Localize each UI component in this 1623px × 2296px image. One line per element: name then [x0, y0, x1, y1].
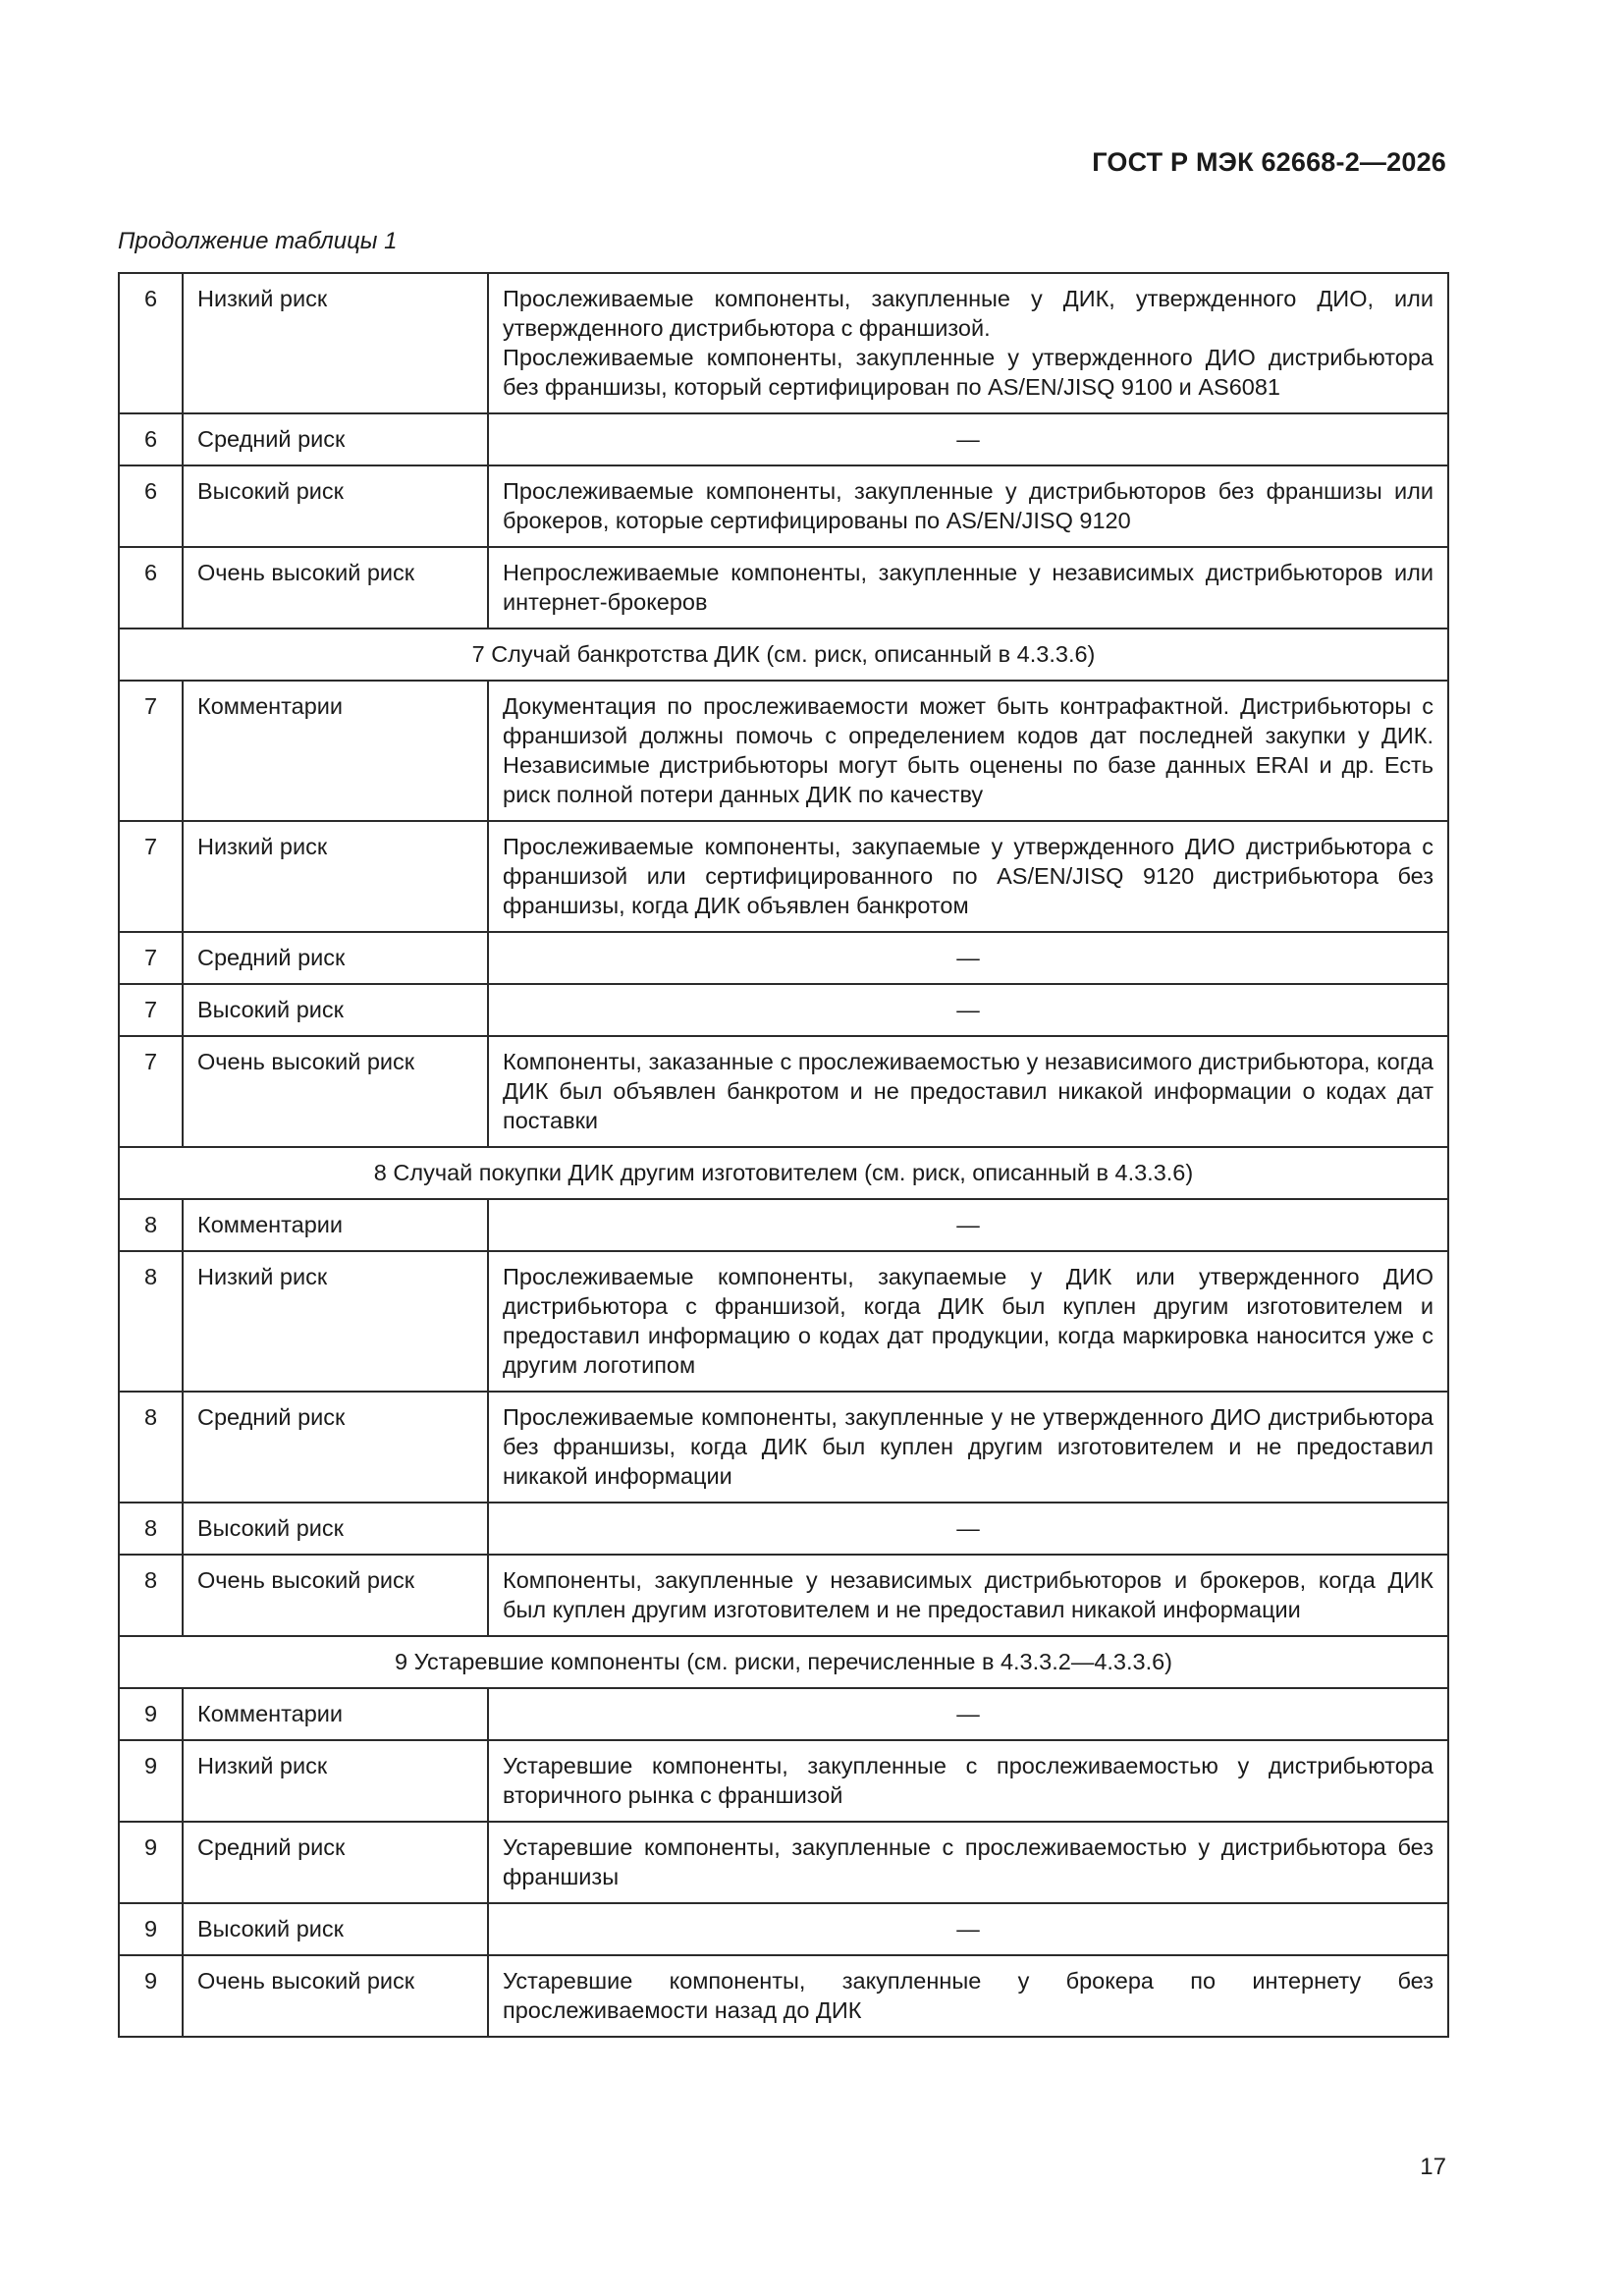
risk-description: Прослеживаемые компоненты, закупаемые у утвержденного ДИО дистрибьютора с франшизой или сертифицированного по AS/EN/JISQ 9120 дистрибьютора без франшизы, когда ДИК объявлен банкротом — [488, 821, 1448, 932]
risk-description: Документация по прослеживаемости может быть контрафактной. Дистрибьюторы с франшизой должны помочь с определением кодов дат последней закупки у ДИК. Независимые дистрибьюторы могут быть оценены по базе данных ERAI и др. Есть риск полной потери данных ДИК по качеству — [488, 681, 1448, 821]
row-number: 6 — [119, 465, 183, 547]
risk-level: Высокий риск — [183, 984, 488, 1036]
table-row — [119, 465, 1448, 547]
row-number: 8 — [119, 1251, 183, 1392]
table-row — [119, 984, 1448, 1036]
risk-level: Высокий риск — [183, 465, 488, 547]
risk-description: Прослеживаемые компоненты, закупленные у не утвержденного ДИО дистрибьютора без франшизы, когда ДИК был куплен другим изготовителем и не предоставил никакой информации — [488, 1392, 1448, 1503]
risk-level: Высокий риск — [183, 1903, 488, 1955]
table-row — [119, 821, 1448, 932]
risk-table — [118, 272, 1449, 2038]
table-row — [119, 1740, 1448, 1822]
table-row — [119, 1555, 1448, 1636]
risk-description: Прослеживаемые компоненты, закупаемые у ДИК или утвержденного ДИО дистрибьютора с франшизой, когда ДИК был куплен другим изготовителем и предоставил информацию о кодах дат продукции, когда маркировка наносится уже с другим логотипом — [488, 1251, 1448, 1392]
row-number: 9 — [119, 1955, 183, 2037]
document-code: ГОСТ Р МЭК 62668-2—2026 — [1092, 147, 1446, 177]
table-row — [119, 1903, 1448, 1955]
row-number: 9 — [119, 1740, 183, 1822]
risk-level: Низкий риск — [183, 821, 488, 932]
risk-description: — — [488, 1503, 1448, 1555]
risk-level: Средний риск — [183, 1822, 488, 1903]
table-section-row — [119, 1147, 1448, 1199]
section-heading: 9 Устаревшие компоненты (см. риски, перечисленные в 4.3.3.2—4.3.3.6) — [119, 1636, 1448, 1688]
risk-description: Устаревшие компоненты, закупленные с прослеживаемостью у дистрибьютора вторичного рынка с франшизой — [488, 1740, 1448, 1822]
table-row — [119, 1955, 1448, 2037]
row-number: 9 — [119, 1903, 183, 1955]
table-row — [119, 1392, 1448, 1503]
risk-level: Средний риск — [183, 413, 488, 465]
row-number: 7 — [119, 984, 183, 1036]
table-row — [119, 932, 1448, 984]
risk-description: — — [488, 1688, 1448, 1740]
risk-description: — — [488, 413, 1448, 465]
row-number: 8 — [119, 1503, 183, 1555]
row-number: 7 — [119, 1036, 183, 1147]
risk-description: Компоненты, закупленные у независимых дистрибьюторов и брокеров, когда ДИК был куплен другим изготовителем и не предоставил никакой информации — [488, 1555, 1448, 1636]
table-caption: Продолжение таблицы 1 — [118, 228, 398, 254]
section-heading: 7 Случай банкротства ДИК (см. риск, описанный в 4.3.3.6) — [119, 629, 1448, 681]
risk-description: Непрослеживаемые компоненты, закупленные у независимых дистрибьюторов или интернет-брокеров — [488, 547, 1448, 629]
risk-level: Комментарии — [183, 1688, 488, 1740]
table-row — [119, 547, 1448, 629]
risk-level: Очень высокий риск — [183, 547, 488, 629]
risk-level: Низкий риск — [183, 1251, 488, 1392]
table-row — [119, 1688, 1448, 1740]
row-number: 9 — [119, 1822, 183, 1903]
table-row — [119, 1036, 1448, 1147]
risk-description: — — [488, 932, 1448, 984]
risk-description: Устаревшие компоненты, закупленные с прослеживаемостью у дистрибьютора без франшизы — [488, 1822, 1448, 1903]
table-row — [119, 1199, 1448, 1251]
row-number: 6 — [119, 273, 183, 413]
risk-level: Высокий риск — [183, 1503, 488, 1555]
risk-description: — — [488, 1199, 1448, 1251]
risk-level: Средний риск — [183, 932, 488, 984]
section-heading: 8 Случай покупки ДИК другим изготовителем (см. риск, описанный в 4.3.3.6) — [119, 1147, 1448, 1199]
table-section-row — [119, 1636, 1448, 1688]
risk-description: Прослеживаемые компоненты, закупленные у дистрибьюторов без франшизы или брокеров, которые сертифицированы по AS/EN/JISQ 9120 — [488, 465, 1448, 547]
table-row — [119, 1251, 1448, 1392]
page-number: 17 — [1420, 2154, 1446, 2180]
row-number: 9 — [119, 1688, 183, 1740]
risk-description: Прослеживаемые компоненты, закупленные у ДИК, утвержденного ДИО, или утвержденного дистрибьютора с франшизой. Прослеживаемые компоненты, закупленные у утвержденного ДИО дистрибьютора без франшизы, который сертифицирован по AS/EN/JISQ 9100 и AS6081 — [488, 273, 1448, 413]
risk-level: Комментарии — [183, 1199, 488, 1251]
table-section-row — [119, 629, 1448, 681]
row-number: 8 — [119, 1555, 183, 1636]
risk-description: — — [488, 1903, 1448, 1955]
row-number: 6 — [119, 547, 183, 629]
risk-description: — — [488, 984, 1448, 1036]
row-number: 8 — [119, 1392, 183, 1503]
row-number: 7 — [119, 821, 183, 932]
row-number: 7 — [119, 681, 183, 821]
risk-level: Очень высокий риск — [183, 1955, 488, 2037]
table-row — [119, 1503, 1448, 1555]
risk-level: Очень высокий риск — [183, 1555, 488, 1636]
risk-level: Низкий риск — [183, 1740, 488, 1822]
table-row — [119, 681, 1448, 821]
risk-level: Низкий риск — [183, 273, 488, 413]
risk-level: Средний риск — [183, 1392, 488, 1503]
risk-description: Компоненты, заказанные с прослеживаемостью у независимого дистрибьютора, когда ДИК был объявлен банкротом и не предоставил никакой информации о кодах дат поставки — [488, 1036, 1448, 1147]
table-row — [119, 273, 1448, 413]
row-number: 6 — [119, 413, 183, 465]
row-number: 8 — [119, 1199, 183, 1251]
table-row — [119, 413, 1448, 465]
table-row — [119, 1822, 1448, 1903]
risk-level: Комментарии — [183, 681, 488, 821]
risk-level: Очень высокий риск — [183, 1036, 488, 1147]
row-number: 7 — [119, 932, 183, 984]
risk-table-body — [119, 273, 1448, 2037]
risk-description: Устаревшие компоненты, закупленные у брокера по интернету без прослеживаемости назад до ДИК — [488, 1955, 1448, 2037]
